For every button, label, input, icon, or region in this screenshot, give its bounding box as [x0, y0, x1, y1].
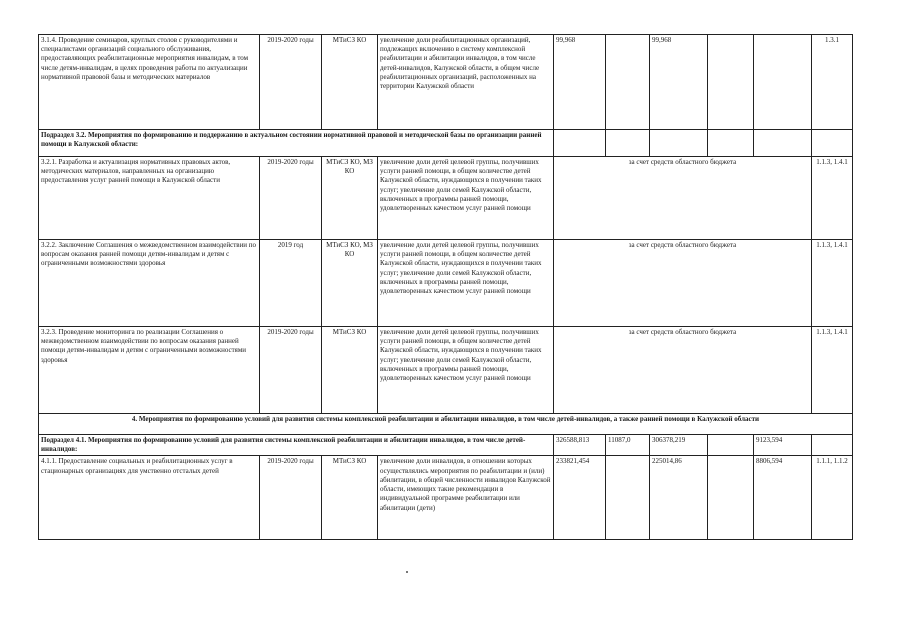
subsection-title: Подраздел 4.1. Мероприятия по формированию условий для развития системы комплексной реабилитации и абилитации инвалидов, в том числе детей-инвалидов: [39, 435, 554, 456]
expected-result: увеличение доли инвалидов, в отношении которых осуществлялись мероприятия по реабилитации и (или) абилитации, в общей численности инвалидов Калужской области, имеющих такие рекомендации в индивидуальной программе реабилитации или абилитации (дети) [378, 456, 554, 540]
expected-result: увеличение доли детей целевой группы, получивших услуги ранней помощи, в общем количестве детей Калужской области, нуждающихся в получении таких услуг; увеличение доли семей Калужской области, включенных в программы ранней помощи, удовлетворенных качеством услуг ранней помощи [378, 240, 554, 327]
total-funding: 99,968 [554, 35, 606, 130]
expected-result: увеличение доли реабилитационных организаций, подлежащих включению в систему комплексной реабилитации и абилитации инвалидов, в том числе детей-инвалидов, Калужской области, в общем числе реабилитационных организаций, расположенных на территории Калужской области [378, 35, 554, 130]
table-row [39, 327, 853, 414]
subsection-title: Подраздел 3.2. Мероприятия по формированию и поддержанию в актуальном состоянии нормативной правовой и методической базы по организации ранней помощи в Калужской области: [39, 130, 554, 157]
indicator [812, 435, 853, 456]
executor: МТиСЗ КО, МЗ КО [322, 157, 378, 240]
local-funding [708, 435, 754, 456]
extra-funding: 8806,594 [754, 456, 812, 540]
local-funding [708, 456, 754, 540]
period: 2019-2020 годы [260, 456, 322, 540]
regional-funding: 225014,86 [650, 456, 708, 540]
federal-funding [606, 456, 650, 540]
measure-name: 3.2.1. Разработка и актуализация нормативных правовых актов, методических материалов, направленных на организацию предоставления услуг ранней помощи в Калужской области [39, 157, 260, 240]
measure-name: 3.2.3. Проведение мониторинга по реализации Соглашения о межведомственном взаимодействии по вопросам оказания ранней помощи детям-инвалидам и детям с ограниченными возможностями здоровья [39, 327, 260, 414]
local-funding [708, 35, 754, 130]
measure-name: 3.2.2. Заключение Соглашения о межведомственном взаимодействии по вопросам оказания ранней помощи детям-инвалидам и детям с ограниченными возможностями здоровья [39, 240, 260, 327]
indicator: 1.3.1 [812, 35, 853, 130]
expected-result: увеличение доли детей целевой группы, получивших услуги ранней помощи, в общем количестве детей Калужской области, нуждающихся в получении таких услуг; увеличение доли семей Калужской области, включенных в программы ранней помощи, удовлетворенных качеством услуг ранней помощи [378, 327, 554, 414]
measure-name: 3.1.4. Проведение семинаров, круглых столов с руководителями и специалистами организаций социального обслуживания, предоставляющих реабилитационные мероприятия инвалидам, в том числе детям-инвалидам, в целях проведения работы по актуализации нормативной правовой базы и методических материалов [39, 35, 260, 130]
funding-note: за счет средств областного бюджета [554, 240, 812, 327]
section-header-row [39, 414, 853, 435]
indicator: 1.1.3, 1.4.1 [812, 157, 853, 240]
table-row [39, 157, 853, 240]
indicator: 1.1.3, 1.4.1 [812, 240, 853, 327]
federal-funding [606, 35, 650, 130]
executor: МТиСЗ КО [322, 35, 378, 130]
program-table-page [38, 34, 852, 540]
federal-funding: 11087,0 [606, 435, 650, 456]
executor: МТиСЗ КО [322, 456, 378, 540]
table-row [39, 240, 853, 327]
indicator: 1.1.1, 1.1.2 [812, 456, 853, 540]
total-funding: 233821,454 [554, 456, 606, 540]
period: 2019-2020 годы [260, 157, 322, 240]
regional-funding: 306378,219 [650, 435, 708, 456]
funding-note: за счет средств областного бюджета [554, 157, 812, 240]
period: 2019-2020 годы [260, 327, 322, 414]
extra-funding: 9123,594 [754, 435, 812, 456]
total-funding: 326588,813 [554, 435, 606, 456]
period: 2019-2020 годы [260, 35, 322, 130]
measure-name: 4.1.1. Предоставление социальных и реабилитационных услуг в стационарных организациях для умственно отсталых детей [39, 456, 260, 540]
table-row [39, 35, 853, 130]
executor: МТиСЗ КО, МЗ КО [322, 240, 378, 327]
table-row [39, 456, 853, 540]
subsection-header-row [39, 130, 853, 157]
indicator: 1.1.3, 1.4.1 [812, 327, 853, 414]
funding-note: за счет средств областного бюджета [554, 327, 812, 414]
subsection-header-row [39, 435, 853, 456]
regional-funding: 99,968 [650, 35, 708, 130]
period: 2019 год [260, 240, 322, 327]
executor: МТиСЗ КО [322, 327, 378, 414]
expected-result: увеличение доли детей целевой группы, получивших услуги ранней помощи, в общем количестве детей Калужской области, нуждающихся в получении таких услуг; увеличение доли семей Калужской области, включенных в программы ранней помощи, удовлетворенных качеством услуг ранней помощи [378, 157, 554, 240]
section-title: 4. Мероприятия по формированию условий для развития системы комплексной реабилитации и абилитации инвалидов, в том числе детей-инвалидов, а также ранней помощи в Калужской области [39, 414, 853, 435]
scan-speck [406, 571, 408, 573]
extra-funding [754, 35, 812, 130]
measures-table [38, 34, 853, 540]
